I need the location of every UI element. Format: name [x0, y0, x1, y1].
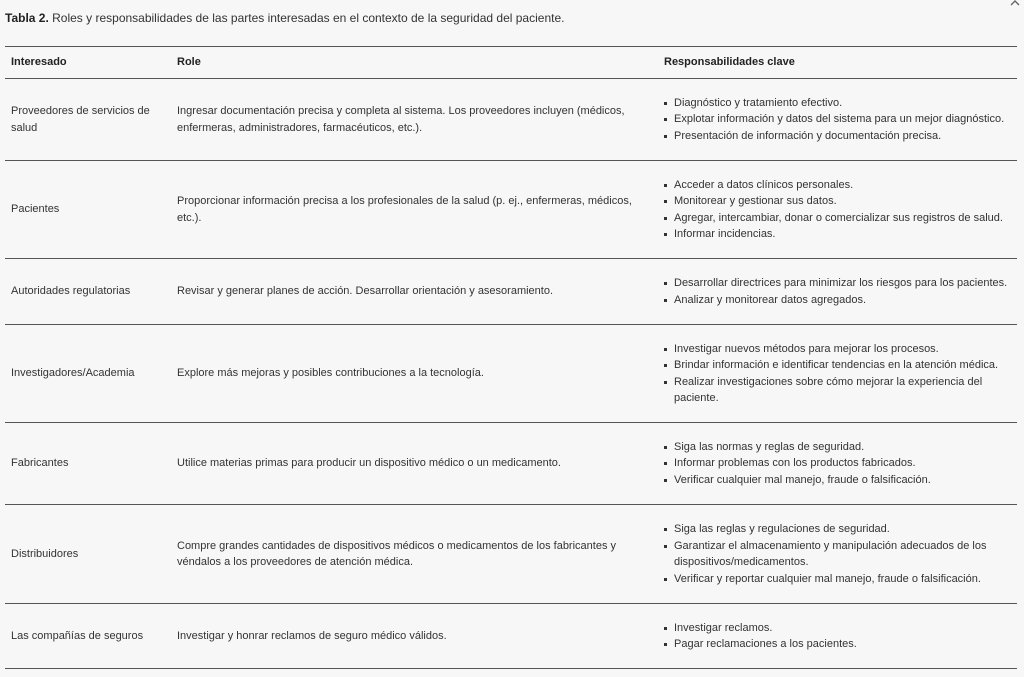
list-item: Verificar y reportar cualquier mal manejo, fraude o falsificación. [664, 571, 1011, 588]
stakeholder-cell: Las compañías de seguros [5, 604, 171, 669]
role-cell: Ingresar documentación precisa y completa al sistema. Los proveedores incluyen (médicos, enfermeras, administradores, farmacéuticos, etc.). [171, 79, 658, 161]
table-row [5, 259, 1017, 325]
role-cell: Explore más mejoras y posibles contribuciones a la tecnología. [171, 325, 658, 423]
stakeholder-cell: Investigadores/Academia [5, 325, 171, 423]
list-item: Garantizar el almacenamiento y manipulación adecuados de los dispositivos/medicamentos. [664, 538, 1011, 571]
list-item: Brindar información e identificar tendencias en la atención médica. [664, 357, 1011, 374]
table-caption [5, 10, 564, 26]
list-item: Realizar investigaciones sobre cómo mejorar la experiencia del paciente. [664, 374, 1011, 407]
list-item: Diagnóstico y tratamiento efectivo. [664, 95, 1011, 112]
role-cell: Utilice materias primas para producir un dispositivo médico o un medicamento. [171, 423, 658, 505]
responsibilities-list [664, 177, 1011, 243]
responsibilities-list [664, 341, 1011, 407]
role-cell: Compre grandes cantidades de dispositivos médicos o medicamentos de los fabricantes y véndalos a los proveedores de atención médica. [171, 505, 658, 604]
table-row [5, 604, 1017, 669]
responsibilities-list [664, 521, 1011, 587]
responsibilities-cell [658, 423, 1017, 505]
role-cell: Investigar y honrar reclamos de seguro médico válidos. [171, 604, 658, 669]
responsibilities-list [664, 275, 1011, 308]
list-item: Explotar información y datos del sistema para un mejor diagnóstico. [664, 111, 1011, 128]
responsibilities-list [664, 95, 1011, 145]
responsibilities-cell [658, 505, 1017, 604]
column-header-stakeholder: Interesado [5, 47, 171, 79]
responsibilities-cell [658, 259, 1017, 325]
list-item: Desarrollar directrices para minimizar los riesgos para los pacientes. [664, 275, 1011, 292]
column-header-responsibilities: Responsabilidades clave [658, 47, 1017, 79]
role-cell: Revisar y generar planes de acción. Desarrollar orientación y asesoramiento. [171, 259, 658, 325]
table-row [5, 423, 1017, 505]
list-item: Presentación de información y documentación precisa. [664, 128, 1011, 145]
responsibilities-cell [658, 604, 1017, 669]
list-item: Informar problemas con los productos fabricados. [664, 455, 1011, 472]
table-row [5, 505, 1017, 604]
responsibilities-cell [658, 161, 1017, 259]
stakeholder-cell: Proveedores de servicios de salud [5, 79, 171, 161]
table-caption-text: Roles y responsabilidades de las partes interesadas en el contexto de la seguridad del paciente. [48, 11, 565, 25]
table-row [5, 325, 1017, 423]
list-item: Analizar y monitorear datos agregados. [664, 292, 1011, 309]
stakeholder-table [5, 46, 1017, 669]
stakeholder-cell: Autoridades regulatorias [5, 259, 171, 325]
stakeholder-cell: Distribuidores [5, 505, 171, 604]
stakeholder-cell: Fabricantes [5, 423, 171, 505]
list-item: Monitorear y gestionar sus datos. [664, 193, 1011, 210]
list-item: Siga las normas y reglas de seguridad. [664, 439, 1011, 456]
responsibilities-list [664, 620, 1011, 653]
list-item: Informar incidencias. [664, 226, 1011, 243]
table-header-row [5, 47, 1017, 79]
list-item: Investigar nuevos métodos para mejorar los procesos. [664, 341, 1011, 358]
column-header-role: Role [171, 47, 658, 79]
chevron-up-icon[interactable] [1008, 0, 1022, 10]
list-item: Acceder a datos clínicos personales. [664, 177, 1011, 194]
responsibilities-cell [658, 79, 1017, 161]
list-item: Siga las reglas y regulaciones de seguridad. [664, 521, 1011, 538]
list-item: Investigar reclamos. [664, 620, 1011, 637]
list-item: Verificar cualquier mal manejo, fraude o falsificación. [664, 472, 1011, 489]
list-item: Pagar reclamaciones a los pacientes. [664, 636, 1011, 653]
responsibilities-list [664, 439, 1011, 489]
list-item: Agregar, intercambiar, donar o comercializar sus registros de salud. [664, 210, 1011, 227]
stakeholder-cell: Pacientes [5, 161, 171, 259]
responsibilities-cell [658, 325, 1017, 423]
table-caption-label: Tabla 2. [5, 11, 49, 25]
role-cell: Proporcionar información precisa a los profesionales de la salud (p. ej., enfermeras, médicos, etc.). [171, 161, 658, 259]
table-row [5, 161, 1017, 259]
table-row [5, 79, 1017, 161]
